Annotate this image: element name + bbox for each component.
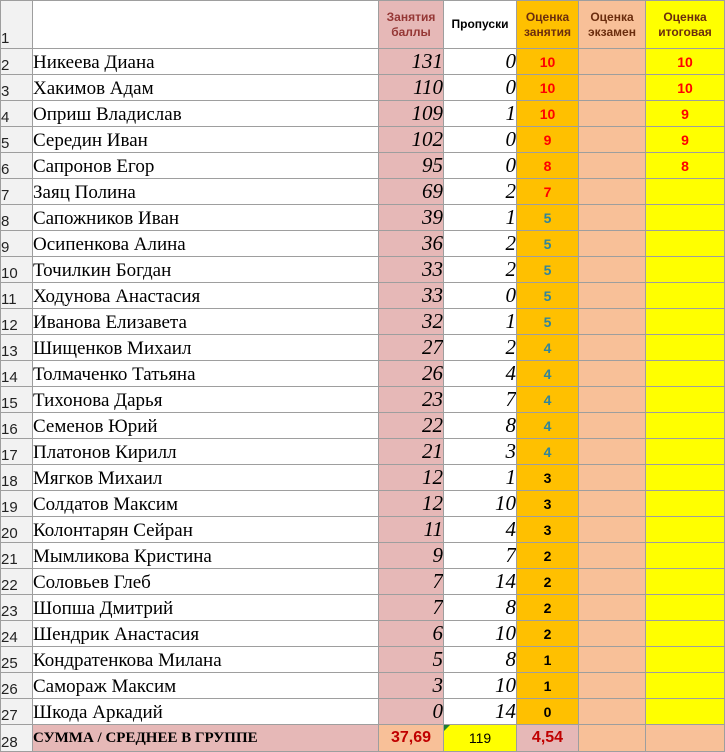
cell-points[interactable]: 69 xyxy=(379,179,444,205)
row-number[interactable]: 14 xyxy=(1,361,33,387)
cell-points[interactable]: 32 xyxy=(379,309,444,335)
cell-grade-final[interactable]: 10 xyxy=(646,49,725,75)
column-header-grade-final[interactable]: Оценка итоговая xyxy=(646,1,725,49)
cell-points[interactable]: 23 xyxy=(379,387,444,413)
row-number[interactable]: 26 xyxy=(1,673,33,699)
table-row xyxy=(1,335,725,361)
cell-grade-exam[interactable] xyxy=(579,283,646,309)
cell-grade-final[interactable] xyxy=(646,543,725,569)
row-number[interactable]: 1 xyxy=(1,1,33,49)
cell-grade-exam[interactable] xyxy=(579,595,646,621)
cell-grade-classes[interactable]: 9 xyxy=(517,127,579,153)
cell-missed[interactable]: 10 xyxy=(444,491,517,517)
cell-missed[interactable]: 0 xyxy=(444,283,517,309)
row-number[interactable]: 16 xyxy=(1,413,33,439)
table-row xyxy=(1,439,725,465)
cell-student-name[interactable]: Сапожников Иван xyxy=(33,205,379,231)
cell-grade-exam[interactable] xyxy=(579,179,646,205)
cell-grade-final[interactable] xyxy=(646,231,725,257)
row-number[interactable]: 18 xyxy=(1,465,33,491)
cell-missed[interactable]: 2 xyxy=(444,335,517,361)
table-row xyxy=(1,205,725,231)
row-number[interactable]: 21 xyxy=(1,543,33,569)
cell-total-points-avg[interactable]: 37,69 xyxy=(379,725,444,752)
table-row xyxy=(1,75,725,101)
cell-student-name[interactable]: Сапронов Егор xyxy=(33,153,379,179)
row-number[interactable]: 6 xyxy=(1,153,33,179)
row-number[interactable]: 11 xyxy=(1,283,33,309)
cell-grade-final[interactable] xyxy=(646,595,725,621)
cell-points[interactable]: 12 xyxy=(379,465,444,491)
cell-grade-exam[interactable] xyxy=(579,673,646,699)
cell-grade-classes[interactable]: 2 xyxy=(517,595,579,621)
cell-missed[interactable]: 7 xyxy=(444,543,517,569)
cell-grade-final[interactable] xyxy=(646,205,725,231)
row-number[interactable]: 24 xyxy=(1,621,33,647)
cell-grade-final[interactable] xyxy=(646,517,725,543)
table-row xyxy=(1,127,725,153)
cell-grade-classes[interactable]: 4 xyxy=(517,361,579,387)
row-number[interactable]: 8 xyxy=(1,205,33,231)
cell-points[interactable]: 102 xyxy=(379,127,444,153)
cell-points[interactable]: 110 xyxy=(379,75,444,101)
cell-points[interactable]: 33 xyxy=(379,283,444,309)
table-row xyxy=(1,465,725,491)
cell-grade-classes[interactable]: 5 xyxy=(517,257,579,283)
cell-grade-exam[interactable] xyxy=(579,49,646,75)
cell-grade-final[interactable] xyxy=(646,673,725,699)
cell-grade-exam[interactable] xyxy=(579,205,646,231)
table-row xyxy=(1,153,725,179)
cell-grade-classes[interactable]: 5 xyxy=(517,283,579,309)
cell-student-name[interactable]: Солдатов Максим xyxy=(33,491,379,517)
table-row xyxy=(1,543,725,569)
cell-grade-exam[interactable] xyxy=(579,569,646,595)
cell-missed[interactable]: 2 xyxy=(444,231,517,257)
table-row xyxy=(1,621,725,647)
cell-student-name[interactable]: Осипенкова Алина xyxy=(33,231,379,257)
cell-student-name[interactable]: Семенов Юрий xyxy=(33,413,379,439)
row-number[interactable]: 25 xyxy=(1,647,33,673)
cell-student-name[interactable]: Толмаченко Татьяна xyxy=(33,361,379,387)
cell-grade-final[interactable]: 8 xyxy=(646,153,725,179)
cell-grade-classes[interactable]: 8 xyxy=(517,153,579,179)
cell-student-name[interactable]: Иванова Елизавета xyxy=(33,309,379,335)
cell-missed[interactable]: 1 xyxy=(444,205,517,231)
row-number[interactable]: 27 xyxy=(1,699,33,725)
table-row xyxy=(1,309,725,335)
row-number[interactable]: 22 xyxy=(1,569,33,595)
cell-missed[interactable]: 0 xyxy=(444,75,517,101)
cell-points[interactable]: 7 xyxy=(379,595,444,621)
cell-grade-exam[interactable] xyxy=(579,127,646,153)
cell-student-name[interactable]: Кондратенкова Милана xyxy=(33,647,379,673)
cell-grade-final[interactable] xyxy=(646,361,725,387)
cell-points[interactable]: 131 xyxy=(379,49,444,75)
cell-student-name[interactable]: Самораж Максим xyxy=(33,673,379,699)
cell-grade-classes[interactable]: 3 xyxy=(517,517,579,543)
table-row xyxy=(1,257,725,283)
cell-student-name[interactable]: Мягков Михаил xyxy=(33,465,379,491)
cell-grade-final[interactable] xyxy=(646,621,725,647)
total-row xyxy=(1,725,725,752)
table-row xyxy=(1,361,725,387)
cell-grade-final[interactable] xyxy=(646,647,725,673)
cell-grade-exam[interactable] xyxy=(579,335,646,361)
cell-grade-classes[interactable]: 1 xyxy=(517,647,579,673)
table-row xyxy=(1,413,725,439)
cell-grade-exam[interactable] xyxy=(579,153,646,179)
cell-grade-classes[interactable]: 4 xyxy=(517,335,579,361)
cell-grade-final[interactable] xyxy=(646,413,725,439)
cell-points[interactable]: 12 xyxy=(379,491,444,517)
row-number[interactable]: 15 xyxy=(1,387,33,413)
row-number[interactable]: 3 xyxy=(1,75,33,101)
cell-grade-classes[interactable]: 10 xyxy=(517,75,579,101)
cell-missed[interactable]: 2 xyxy=(444,257,517,283)
cell-grade-final[interactable] xyxy=(646,387,725,413)
cell-grade-exam[interactable] xyxy=(579,101,646,127)
cell-name-header[interactable] xyxy=(33,1,379,49)
cell-total-grade-avg[interactable]: 4,54 xyxy=(517,725,579,752)
cell-grade-exam[interactable] xyxy=(579,309,646,335)
row-number[interactable]: 28 xyxy=(1,725,33,752)
cell-grade-classes[interactable]: 2 xyxy=(517,569,579,595)
table-row xyxy=(1,231,725,257)
cell-points[interactable]: 27 xyxy=(379,335,444,361)
cell-student-name[interactable]: Шкода Аркадий xyxy=(33,699,379,725)
row-number[interactable]: 5 xyxy=(1,127,33,153)
cell-points[interactable]: 9 xyxy=(379,543,444,569)
cell-points[interactable]: 95 xyxy=(379,153,444,179)
table-row xyxy=(1,179,725,205)
cell-grade-classes[interactable]: 5 xyxy=(517,205,579,231)
cell-grade-exam[interactable] xyxy=(579,257,646,283)
cell-grade-final[interactable] xyxy=(646,179,725,205)
cell-total-final[interactable] xyxy=(646,725,725,752)
cell-missed[interactable]: 1 xyxy=(444,309,517,335)
cell-grade-final[interactable] xyxy=(646,569,725,595)
row-number[interactable]: 9 xyxy=(1,231,33,257)
cell-grade-exam[interactable] xyxy=(579,543,646,569)
cell-student-name[interactable]: Хакимов Адам xyxy=(33,75,379,101)
cell-total-missed-value: 119 xyxy=(468,730,492,746)
cell-missed[interactable]: 8 xyxy=(444,595,517,621)
cell-total-exam[interactable] xyxy=(579,725,646,752)
table-row xyxy=(1,517,725,543)
cell-grade-final[interactable]: 10 xyxy=(646,75,725,101)
cell-grade-final[interactable] xyxy=(646,283,725,309)
table-row xyxy=(1,673,725,699)
cell-points[interactable]: 5 xyxy=(379,647,444,673)
cell-grade-classes[interactable]: 4 xyxy=(517,387,579,413)
cell-grade-classes[interactable]: 1 xyxy=(517,673,579,699)
cell-missed[interactable]: 1 xyxy=(444,101,517,127)
cell-missed[interactable]: 0 xyxy=(444,49,517,75)
cell-grade-final[interactable] xyxy=(646,465,725,491)
cell-grade-classes[interactable]: 10 xyxy=(517,49,579,75)
cell-missed[interactable]: 10 xyxy=(444,673,517,699)
cell-grade-classes[interactable]: 0 xyxy=(517,699,579,725)
column-header-grade-exam[interactable]: Оценка экзамен xyxy=(579,1,646,49)
cell-grade-classes[interactable]: 3 xyxy=(517,465,579,491)
row-number[interactable]: 2 xyxy=(1,49,33,75)
cell-grade-exam[interactable] xyxy=(579,647,646,673)
cell-missed[interactable]: 1 xyxy=(444,465,517,491)
cell-points[interactable]: 0 xyxy=(379,699,444,725)
cell-student-name[interactable]: Середин Иван xyxy=(33,127,379,153)
row-number[interactable]: 17 xyxy=(1,439,33,465)
row-number[interactable]: 20 xyxy=(1,517,33,543)
cell-grade-exam[interactable] xyxy=(579,621,646,647)
table-row xyxy=(1,595,725,621)
cell-grade-classes[interactable]: 5 xyxy=(517,231,579,257)
cell-missed[interactable]: 0 xyxy=(444,127,517,153)
cell-missed[interactable]: 10 xyxy=(444,621,517,647)
cell-student-name[interactable]: Шендрик Анастасия xyxy=(33,621,379,647)
table-row xyxy=(1,49,725,75)
cell-student-name[interactable]: Соловьев Глеб xyxy=(33,569,379,595)
cell-student-name[interactable]: Точилкин Богдан xyxy=(33,257,379,283)
cell-grade-final[interactable] xyxy=(646,335,725,361)
cell-missed[interactable]: 4 xyxy=(444,361,517,387)
cell-points[interactable]: 109 xyxy=(379,101,444,127)
cell-grade-classes[interactable]: 4 xyxy=(517,439,579,465)
cell-grade-exam[interactable] xyxy=(579,517,646,543)
cell-grade-final[interactable] xyxy=(646,491,725,517)
cell-points[interactable]: 3 xyxy=(379,673,444,699)
cell-student-name[interactable]: Мымликова Кристина xyxy=(33,543,379,569)
cell-grade-classes[interactable]: 5 xyxy=(517,309,579,335)
cell-student-name[interactable]: Заяц Полина xyxy=(33,179,379,205)
cell-missed[interactable]: 2 xyxy=(444,179,517,205)
cell-grade-exam[interactable] xyxy=(579,699,646,725)
cell-points[interactable]: 36 xyxy=(379,231,444,257)
row-number[interactable]: 7 xyxy=(1,179,33,205)
cell-grade-exam[interactable] xyxy=(579,491,646,517)
column-header-missed[interactable]: Пропуски xyxy=(444,1,517,49)
column-header-points[interactable]: Занятия баллы xyxy=(379,1,444,49)
cell-grade-final[interactable]: 9 xyxy=(646,127,725,153)
cell-grade-exam[interactable] xyxy=(579,413,646,439)
cell-missed[interactable]: 8 xyxy=(444,647,517,673)
cell-missed[interactable]: 4 xyxy=(444,517,517,543)
row-number[interactable]: 23 xyxy=(1,595,33,621)
cell-missed[interactable]: 3 xyxy=(444,439,517,465)
table-row xyxy=(1,101,725,127)
table-row xyxy=(1,647,725,673)
cell-grade-final[interactable] xyxy=(646,309,725,335)
cell-missed[interactable]: 8 xyxy=(444,413,517,439)
header-row xyxy=(1,1,725,49)
cell-missed[interactable]: 0 xyxy=(444,153,517,179)
cell-student-name[interactable]: Платонов Кирилл xyxy=(33,439,379,465)
row-number[interactable]: 19 xyxy=(1,491,33,517)
cell-missed[interactable]: 7 xyxy=(444,387,517,413)
cell-grade-exam[interactable] xyxy=(579,465,646,491)
row-number[interactable]: 12 xyxy=(1,309,33,335)
row-number[interactable]: 4 xyxy=(1,101,33,127)
cell-grade-exam[interactable] xyxy=(579,75,646,101)
cell-points[interactable]: 26 xyxy=(379,361,444,387)
cell-points[interactable]: 21 xyxy=(379,439,444,465)
cell-student-name[interactable]: Никеева Диана xyxy=(33,49,379,75)
table-row xyxy=(1,491,725,517)
cell-grade-final[interactable]: 9 xyxy=(646,101,725,127)
cell-grade-classes[interactable]: 7 xyxy=(517,179,579,205)
cell-points[interactable]: 6 xyxy=(379,621,444,647)
row-number[interactable]: 13 xyxy=(1,335,33,361)
cell-grade-exam[interactable] xyxy=(579,231,646,257)
cell-grade-classes[interactable]: 2 xyxy=(517,621,579,647)
column-header-grade-classes[interactable]: Оценка занятия xyxy=(517,1,579,49)
cell-grade-classes[interactable]: 2 xyxy=(517,543,579,569)
cell-points[interactable]: 22 xyxy=(379,413,444,439)
cell-grade-classes[interactable]: 3 xyxy=(517,491,579,517)
cell-student-name[interactable]: Оприш Владислав xyxy=(33,101,379,127)
cell-grade-classes[interactable]: 10 xyxy=(517,101,579,127)
cell-grade-final[interactable] xyxy=(646,439,725,465)
row-number[interactable]: 10 xyxy=(1,257,33,283)
cell-points[interactable]: 33 xyxy=(379,257,444,283)
cell-student-name[interactable]: Шищенков Михаил xyxy=(33,335,379,361)
cell-grade-exam[interactable] xyxy=(579,361,646,387)
table-row xyxy=(1,569,725,595)
cell-points[interactable]: 39 xyxy=(379,205,444,231)
cell-points[interactable]: 11 xyxy=(379,517,444,543)
cell-total-label[interactable]: СУММА / СРЕДНЕЕ В ГРУППЕ xyxy=(33,725,379,752)
cell-grade-exam[interactable] xyxy=(579,439,646,465)
table-row xyxy=(1,699,725,725)
cell-missed[interactable]: 14 xyxy=(444,569,517,595)
cell-points[interactable]: 7 xyxy=(379,569,444,595)
cell-student-name[interactable]: Ходунова Анастасия xyxy=(33,283,379,309)
cell-grade-classes[interactable]: 4 xyxy=(517,413,579,439)
cell-total-missed-sum[interactable] xyxy=(444,725,517,752)
cell-student-name[interactable]: Шопша Дмитрий xyxy=(33,595,379,621)
cell-grade-exam[interactable] xyxy=(579,387,646,413)
cell-student-name[interactable]: Тихонова Дарья xyxy=(33,387,379,413)
cell-student-name[interactable]: Колонтарян Сейран xyxy=(33,517,379,543)
cell-grade-final[interactable] xyxy=(646,257,725,283)
table-row xyxy=(1,387,725,413)
cell-missed[interactable]: 14 xyxy=(444,699,517,725)
cell-grade-final[interactable] xyxy=(646,699,725,725)
table-row xyxy=(1,283,725,309)
